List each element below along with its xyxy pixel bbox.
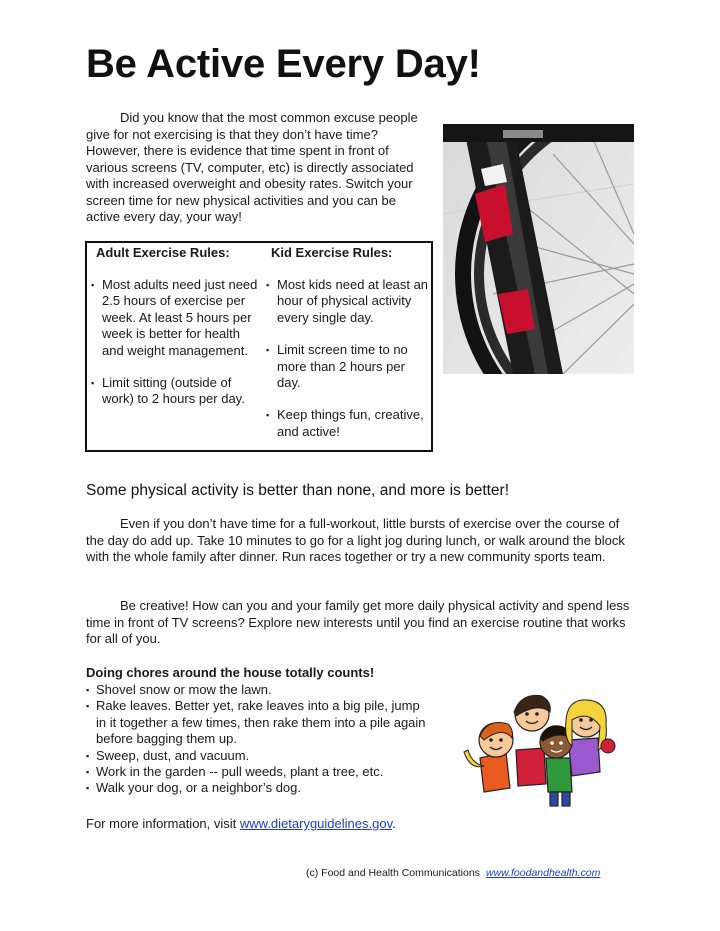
list-item: ▪ Walk your dog, or a neighbor’s dog.	[86, 780, 431, 796]
list-item: ▪ Rake leaves. Better yet, rake leaves into a big pile, jump in it together a few times, then rake them into a pile again before bagging them up.	[86, 698, 431, 747]
list-item: ▪ Most kids need at least an hour of physical activity every single day.	[267, 277, 429, 326]
body-paragraph-2: Be creative! How can you and your family get more daily physical activity and spend less time in front of TV screens? Explore new interests until you find an exercise routine that works for all of you.	[86, 598, 630, 646]
bicycle-wheel-photo	[443, 124, 634, 374]
kid-rules-heading: Kid Exercise Rules:	[271, 245, 393, 260]
footer-credit-text: (c) Food and Health Communications	[306, 867, 480, 879]
chores-list	[86, 682, 431, 797]
dietary-guidelines-link[interactable]: www.dietaryguidelines.gov	[239, 816, 393, 831]
more-info-suffix: .	[392, 816, 396, 831]
intro-paragraph: Did you know that the most common excuse people give for not exercising is that they don’t have time? However, there is evidence that time spent in front of various screens (TV, computer, etc) is directly associated with increased overweight and obesity rates. Switch your screen time for new physical activities and you can be active every day, your way!	[86, 110, 418, 224]
exercise-rules-box	[85, 241, 433, 452]
body-paragraph-1: Even if you don’t have time for a full-workout, little bursts of exercise over the course of the day do add up. Take 10 minutes to go for a light jog during lunch, or walk around the block with the whole family after dinner. Run races together or try a new community sports team.	[86, 516, 625, 564]
page-title: Be Active Every Day!	[86, 42, 481, 86]
list-item: ▪ Work in the garden -- pull weeds, plant a tree, etc.	[86, 764, 431, 780]
more-info-prefix: For more information, visit	[86, 816, 240, 831]
chores-heading: Doing chores around the house totally counts!	[86, 665, 375, 680]
list-item: ▪ Limit screen time to no more than 2 hours per day.	[267, 342, 429, 391]
kids-cartoon-illustration	[458, 680, 618, 810]
kid-rules-list	[267, 277, 429, 440]
list-item: ▪ Most adults need just need 2.5 hours of exercise per week. At least 5 hours per week is better for health and weight management.	[92, 277, 262, 359]
adult-rules-column	[92, 245, 262, 424]
list-item: ▪ Limit sitting (outside of work) to 2 hours per day.	[92, 375, 262, 408]
footer-credit	[306, 867, 600, 879]
adult-rules-heading: Adult Exercise Rules:	[96, 245, 230, 260]
kid-rules-column	[267, 245, 429, 456]
list-item: ▪ Shovel snow or mow the lawn.	[86, 682, 431, 698]
adult-rules-list	[92, 277, 262, 408]
list-item: ▪ Keep things fun, creative, and active!	[267, 407, 429, 440]
foodandhealth-link[interactable]: www.foodandhealth.com	[485, 867, 601, 879]
more-info-line	[86, 816, 396, 831]
section-subheading: Some physical activity is better than none, and more is better!	[86, 482, 510, 499]
list-item: ▪ Sweep, dust, and vacuum.	[86, 748, 431, 764]
